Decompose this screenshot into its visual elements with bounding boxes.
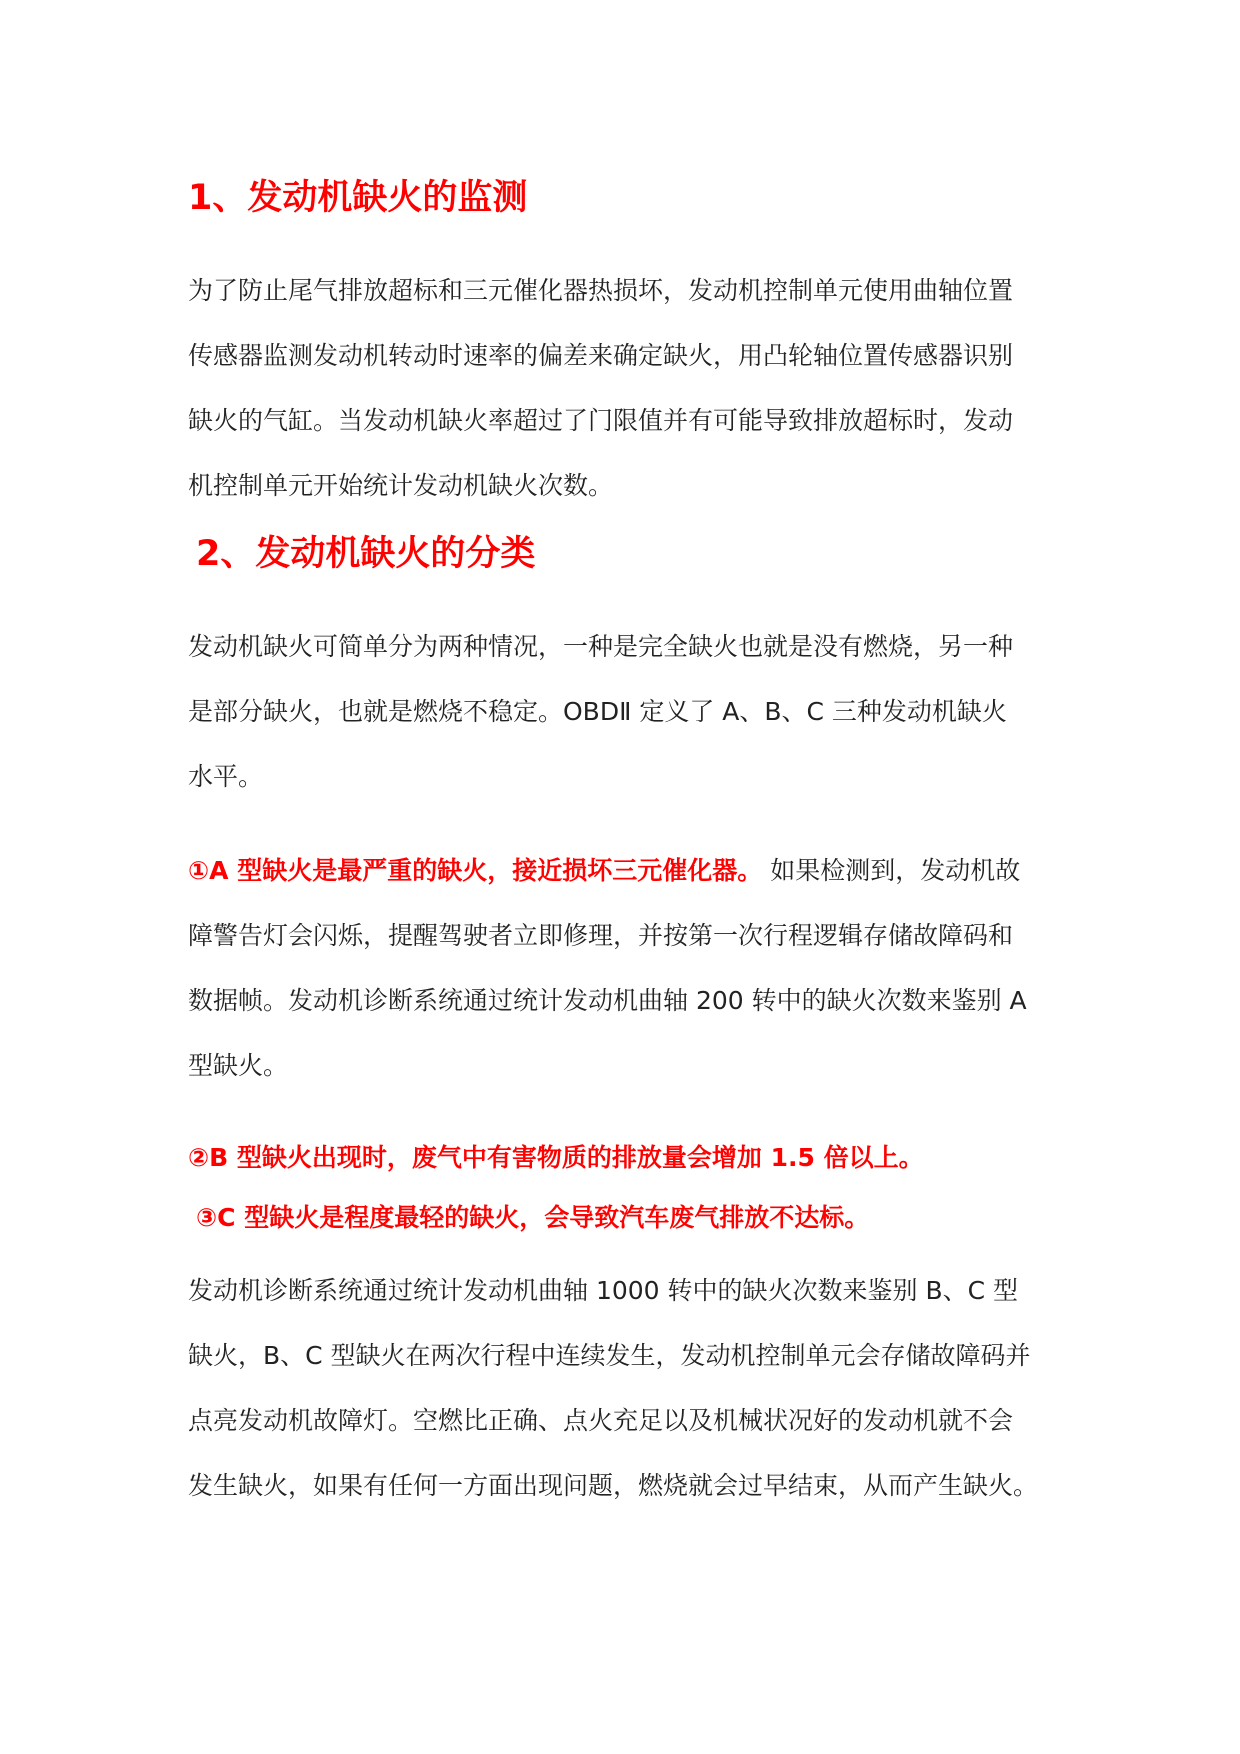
paragraph-line: 型缺火。 — [188, 1051, 289, 1080]
paragraph-line — [188, 838, 1058, 903]
section-1-heading: 1、发动机缺火的监测 — [188, 178, 528, 218]
section-2-heading: 2、发动机缺火的分类 — [196, 534, 536, 574]
paragraph-line: 缺火的气缸。当发动机缺火率超过了门限值并有可能导致排放超标时，发动 — [188, 406, 1014, 435]
paragraph-line: 发生缺火，如果有任何一方面出现问题，燃烧就会过早结束，从而产生缺火。 — [188, 1471, 1039, 1500]
paragraph-line: 缺火，B、C 型缺火在两次行程中连续发生，发动机控制单元会存储故障码并 — [188, 1341, 1031, 1370]
type-b-statement: ②B 型缺火出现时，废气中有害物质的排放量会增加 1.5 倍以上。 — [188, 1143, 924, 1172]
paragraph-line: 水平。 — [188, 762, 264, 791]
paragraph-line: 发动机诊断系统通过统计发动机曲轴 1000 转中的缺火次数来鉴别 B、C 型 — [188, 1276, 1019, 1305]
paragraph-line: 为了防止尾气排放超标和三元催化器热损坏，发动机控制单元使用曲轴位置 — [188, 276, 1014, 305]
paragraph-line: 发动机缺火可简单分为两种情况，一种是完全缺火也就是没有燃烧，另一种 — [188, 632, 1014, 661]
type-a-highlight: ①A 型缺火是最严重的缺火，接近损坏三元催化器。 — [188, 856, 763, 885]
paragraph-line: 数据帧。发动机诊断系统通过统计发动机曲轴 200 转中的缺火次数来鉴别 A — [188, 986, 1027, 1015]
paragraph-line: 机控制单元开始统计发动机缺火次数。 — [188, 471, 614, 500]
paragraph-line: 传感器监测发动机转动时速率的偏差来确定缺火，用凸轮轴位置传感器识别 — [188, 341, 1014, 370]
type-c-statement: ③C 型缺火是程度最轻的缺火，会导致汽车废气排放不达标。 — [196, 1203, 870, 1232]
type-a-first-line-rest: 如果检测到，发动机故 — [770, 856, 1021, 885]
section-2-intro-paragraph — [188, 614, 1058, 809]
closing-paragraph — [188, 1258, 1058, 1518]
paragraph-line: 是部分缺火，也就是燃烧不稳定。OBDⅡ 定义了 A、B、C 三种发动机缺火 — [188, 697, 1007, 726]
type-a-paragraph — [188, 838, 1058, 1098]
paragraph-line: 点亮发动机故障灯。空燃比正确、点火充足以及机械状况好的发动机就不会 — [188, 1406, 1014, 1435]
paragraph-line: 障警告灯会闪烁，提醒驾驶者立即修理，并按第一次行程逻辑存储故障码和 — [188, 921, 1014, 950]
section-1-paragraph — [188, 258, 1058, 518]
